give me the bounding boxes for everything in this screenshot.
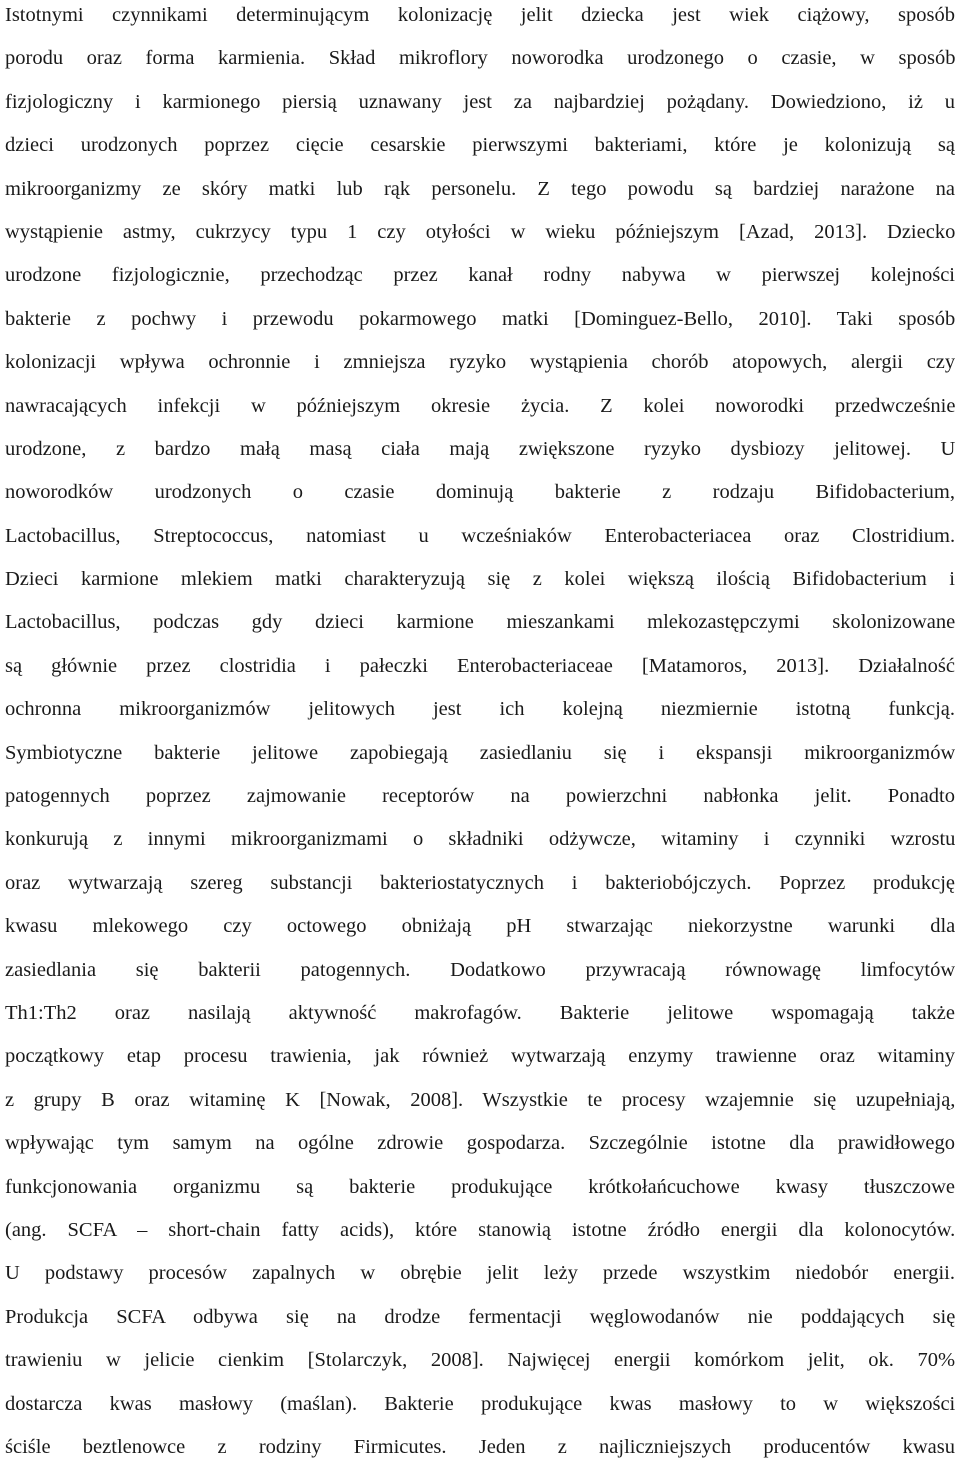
text-line: wpływając tym samym na ogólne zdrowie gospodarza. Szczególnie istotne dla prawidłowego [5, 1132, 955, 1155]
text-line: oraz wytwarzają szereg substancji bakteriostatycznych i bakteriobójczych. Poprzez produkcję [5, 871, 955, 894]
text-line: ściśle beztlenowce z rodziny Firmicutes. Jeden z najliczniejszych producentów kwasu [5, 1435, 955, 1458]
text-line: patogennych poprzez zajmowanie receptorów na powierzchni nabłonka jelit. Ponadto [5, 785, 955, 808]
text-line: Produkcja SCFA odbywa się na drodze fermentacji węglowodanów nie poddających się [5, 1305, 955, 1328]
text-line: ochronna mikroorganizmów jelitowych jest ich kolejną niezmiernie istotną funkcją. [5, 698, 955, 721]
text-line: U podstawy procesów zapalnych w obrębie jelit leży przede wszystkim niedobór energii. [5, 1262, 955, 1285]
text-line: trawieniu w jelicie cienkim [Stolarczyk, 2008]. Najwięcej energii komórkom jelit, ok. 70% [5, 1349, 955, 1372]
text-line: urodzone, z bardzo małą masą ciała mają zwiększone ryzyko dysbiozy jelitowej. U [5, 437, 955, 460]
text-line: są głównie przez clostridia i pałeczki Enterobacteriaceae [Matamoros, 2013]. Działalność [5, 654, 955, 677]
text-line: Lactobacillus, podczas gdy dzieci karmione mieszankami mlekozastępczymi skolonizowane [5, 611, 955, 634]
text-line: z grupy B oraz witaminę K [Nowak, 2008]. Wszystkie te procesy wzajemnie się uzupełniają, [5, 1088, 955, 1111]
text-line: konkurują z innymi mikroorganizmami o składniki odżywcze, witaminy i czynniki wzrostu [5, 828, 955, 851]
text-line: funkcjonowania organizmu są bakterie produkujące krótkołańcuchowe kwasy tłuszczowe [5, 1175, 955, 1198]
text-line: porodu oraz forma karmienia. Skład mikroflory noworodka urodzonego o czasie, w sposób [5, 47, 955, 70]
text-line: Symbiotyczne bakterie jelitowe zapobiegają zasiedlaniu się i ekspansji mikroorganizmów [5, 741, 955, 764]
text-line: kwasu mlekowego czy octowego obniżają pH stwarzając niekorzystne warunki dla [5, 915, 955, 938]
text-line: Lactobacillus, Streptococcus, natomiast u wcześniaków Enterobacteriacea oraz Clostridium. [5, 524, 955, 547]
text-line: początkowy etap procesu trawienia, jak również wytwarzają enzymy trawienne oraz witaminy [5, 1045, 955, 1068]
text-line: (ang. SCFA – short-chain fatty acids), które stanowią istotne źródło energii dla kolonocytów. [5, 1218, 955, 1241]
text-line: fizjologiczny i karmionego piersią uznawany jest za najbardziej pożądany. Dowiedziono, iż u [5, 90, 955, 113]
document-page [5, 0, 955, 1460]
text-line: zasiedlania się bakterii patogennych. Dodatkowo przywracają równowagę limfocytów [5, 958, 955, 981]
text-line: noworodków urodzonych o czasie dominują bakterie z rodzaju Bifidobacterium, [5, 481, 955, 504]
text-line: Istotnymi czynnikami determinującym kolonizację jelit dziecka jest wiek ciążowy, sposób [5, 4, 955, 26]
text-line: dzieci urodzonych poprzez cięcie cesarskie pierwszymi bakteriami, które je kolonizują są [5, 134, 955, 157]
body-paragraph [5, 0, 955, 1460]
text-line: wystąpienie astmy, cukrzycy typu 1 czy otyłości w wieku późniejszym [Azad, 2013]. Dziecko [5, 220, 955, 243]
text-line: Dzieci karmione mlekiem matki charakteryzują się z kolei większą ilością Bifidobacterium i [5, 568, 955, 591]
text-line: mikroorganizmy ze skóry matki lub rąk personelu. Z tego powodu są bardziej narażone na [5, 177, 955, 200]
text-line: kolonizacji wpływa ochronnie i zmniejsza ryzyko wystąpienia chorób atopowych, alergii czy [5, 351, 955, 374]
text-line: bakterie z pochwy i przewodu pokarmowego matki [Dominguez-Bello, 2010]. Taki sposób [5, 307, 955, 330]
text-line: dostarcza kwas masłowy (maślan). Bakterie produkujące kwas masłowy to w większości [5, 1392, 955, 1415]
text-line: urodzone fizjologicznie, przechodząc przez kanał rodny nabywa w pierwszej kolejności [5, 264, 955, 287]
text-line: Th1:Th2 oraz nasilają aktywność makrofagów. Bakterie jelitowe wspomagają także [5, 1001, 955, 1024]
text-line: nawracających infekcji w późniejszym okresie życia. Z kolei noworodki przedwcześnie [5, 394, 955, 417]
